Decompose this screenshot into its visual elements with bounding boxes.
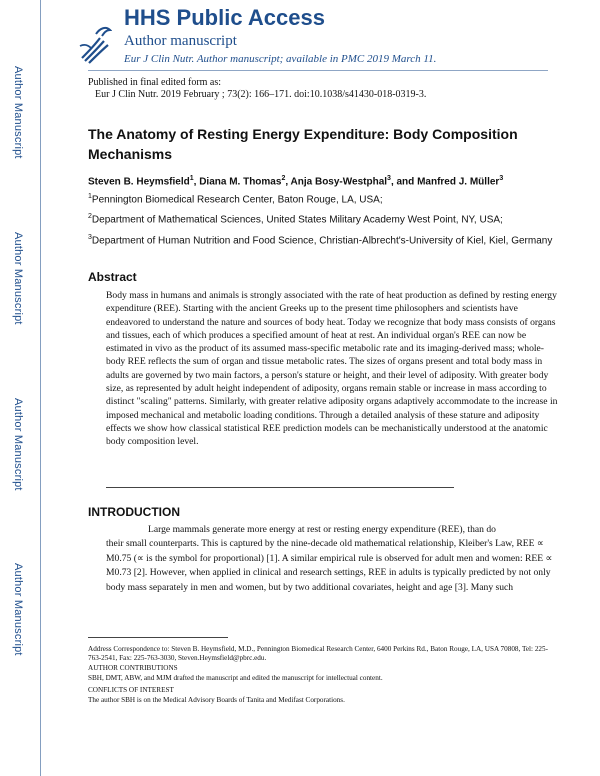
journal-availability: Eur J Clin Nutr. Author manuscript; available in PMC 2019 March 11.: [124, 53, 437, 65]
sidebar-label: Author Manuscript: [12, 398, 24, 491]
sidebar-label: Author Manuscript: [12, 66, 24, 159]
author: Anja Bosy-Westphal: [290, 176, 388, 188]
published-label: Published in final edited form as:: [88, 77, 222, 88]
header-rule: [88, 70, 548, 71]
article-title: The Anatomy of Resting Energy Expenditure: Body Composition Mechanisms: [88, 126, 518, 162]
sidebar-divider: [40, 0, 41, 776]
access-title: HHS Public Access: [124, 5, 325, 30]
section-separator: [106, 487, 454, 488]
affiliation: $^1$Pennington Biomedical Research Center, Baton Rouge, LA, USA;: [88, 193, 383, 206]
affiliation: $^2$Department of Mathematical Sciences, United States Military Academy West Point, NY, USA;: [88, 213, 503, 226]
citation: Eur J Clin Nutr. 2019 February ; 73(2): 166–171. doi:10.1038/s41430-018-0319-3.: [95, 89, 427, 100]
author-list: Steven B. Heymsfield$^1$, Diana M. Thomas$^2$, Anja Bosy-Westphal$^3$, and Manfred J. Müller$^3$: [88, 175, 504, 188]
hhs-eagle-logo-icon: [78, 24, 112, 64]
intro-first-line: Large mammals generate more energy at rest or resting energy expenditure (REE), than do: [148, 524, 496, 535]
footnote-rule: [88, 637, 228, 638]
author: Diana M. Thomas: [199, 176, 282, 188]
footnote-correspondence: Address Correspondence to: Steven B. Heymsfield, M.D., Pennington Biomedical Research Center, 6400 Perkins Rd., Baton Rouge, LA, USA 70808, Tel: 225-763-2541, Fax: 225-763-3030, Steven.Heymsfield@pbrc.edu.: [88, 645, 549, 663]
author: Steven B. Heymsfield: [88, 176, 190, 188]
footnote-coi-heading: CONFLICTS OF INTEREST: [88, 686, 174, 694]
sidebar-label: Author Manuscript: [12, 232, 24, 325]
abstract-text: Body mass in humans and animals is strongly associated with the rate of heat production as defined by resting energy expenditure (REE). Starting with the ancient Greeks up to the present time philosophers and scientists have endeavored to understand the nature and sources of body heat. Today we recognize that body mass consists of organs and tissues, each of which produces a specified amount of heat at rest. An individual organ's REE can now be estimated in vivo as the product of its assumed mass-specific metabolic rate and its imaging-derived mass; whole-body REE reflects the sum of organ and tissue metabolic rates. The sizes of organs present and total body mass in adults are governed by two main factors, a person's stature or height, and their level of adiposity. With greater body size, as represented by adult height independent of adiposity, organs remain stable or increase in mass according to distinct "scaling" patterns. Similarly, with greater relative adiposity organs adaptively accommodate to the increase in imposed mechanical and metabolic loading conditions. Through a detailed analysis of these stature and adiposity effects we show how classical statistical REE prediction models can be mechanistically understood at the anatomic body composition level.: [106, 290, 558, 448]
footnote-contrib: SBH, DMT, ABW, and MJM drafted the manuscript and edited the manuscript for intellectual content.: [88, 674, 383, 682]
access-subtitle: Author manuscript: [124, 33, 237, 49]
intro-heading: INTRODUCTION: [88, 505, 180, 519]
abstract-heading: Abstract: [88, 270, 137, 284]
author: Manfred J. Müller: [417, 176, 500, 188]
sidebar-label: Author Manuscript: [12, 563, 24, 656]
footnote-contrib-heading: AUTHOR CONTRIBUTIONS: [88, 664, 178, 672]
intro-paragraph: their small counterparts. This is captured by the nine-decade old mathematical relationship, Kleiber's Law, REE ∝ M0.75 (∝ is the symbol for proportional) [1]. A similar empirical rule is observed for adult men and women: REE ∝ M0.73 [2]. However, when applied in clinical and research settings, REE in adults is typically predicted by not only body mass separately in men and women, but by two additional covariates, height and age [3]. Many such: [106, 538, 553, 593]
footnote-coi: The author SBH is on the Medical Advisory Boards of Tanita and Medifast Corporations.: [88, 696, 345, 704]
affiliation: $^3$Department of Human Nutrition and Food Science, Christian-Albrecht's-University of Kiel, Kiel, Germany: [88, 234, 553, 247]
sidebar: [0, 0, 40, 776]
